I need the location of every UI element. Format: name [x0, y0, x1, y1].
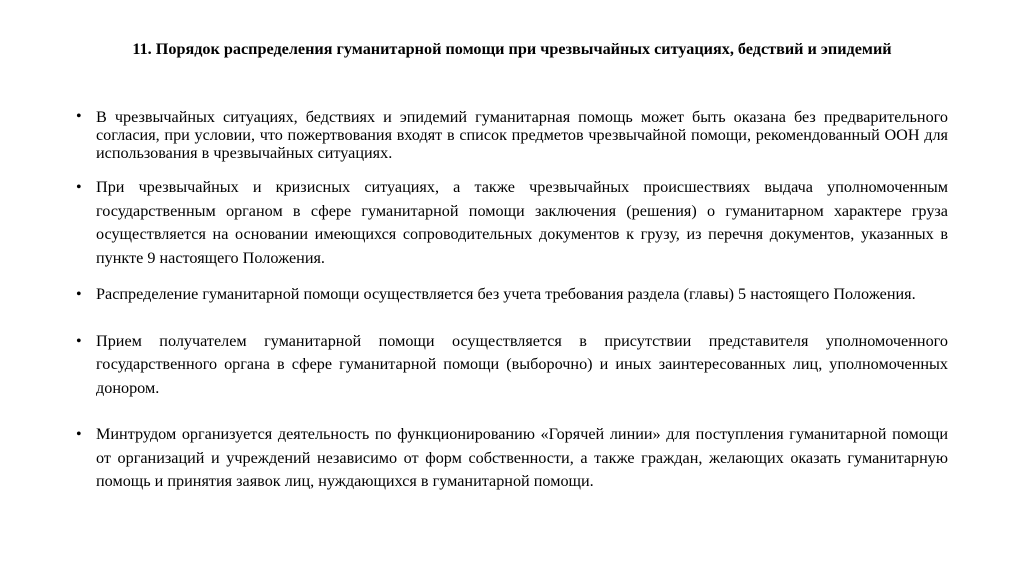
list-item [76, 108, 948, 162]
bullet-marker: • [76, 108, 82, 125]
bullet-marker: • [76, 426, 82, 443]
list-item [76, 283, 948, 307]
list-item [76, 176, 948, 270]
bullet-list [76, 108, 948, 494]
bullet-marker: • [76, 332, 82, 350]
bullet-text: Минтрудом организуется деятельность по функционированию «Горячей линии» для поступления гуманитарной помощи от организаций и учреждений независимо от форм собственности, а также граждан, желающих оказать гуманитарную помощь и принятия заявок лиц, нуждающихся в гуманитарной помощи. [96, 425, 948, 490]
list-item [76, 423, 948, 494]
bullet-text: В чрезвычайных ситуациях, бедствиях и эпидемий гуманитарная помощь может быть оказана без предварительного согласия, при условии, что пожертвования входят в список предметов чрезвычайной помощи, рекомендованный ООН для использования в чрезвычайных ситуациях. [96, 108, 948, 162]
bullet-text: Распределение гуманитарной помощи осуществляется без учета требования раздела (главы) 5 настоящего Положения. [96, 285, 916, 303]
bullet-text: При чрезвычайных и кризисных ситуациях, а также чрезвычайных происшествиях выдача уполномоченным государственным органом в сфере гуманитарной помощи заключения (решения) о гуманитарном характере груза осуществляется на основании имеющихся сопроводительных документов к грузу, из перечня документов, указанных в пункте 9 настоящего Положения. [96, 178, 948, 267]
bullet-marker: • [76, 179, 82, 196]
slide-title: 11. Порядок распределения гуманитарной помощи при чрезвычайных ситуациях, бедствий и эпидемий [132, 40, 892, 58]
bullet-marker: • [76, 286, 82, 303]
bullet-text: Прием получателем гуманитарной помощи осуществляется в присутствии представителя уполномоченного государственного органа в сфере гуманитарной помощи (выборочно) и иных заинтересованных лиц, уполномоченных донором. [96, 331, 948, 397]
list-item [76, 330, 948, 401]
